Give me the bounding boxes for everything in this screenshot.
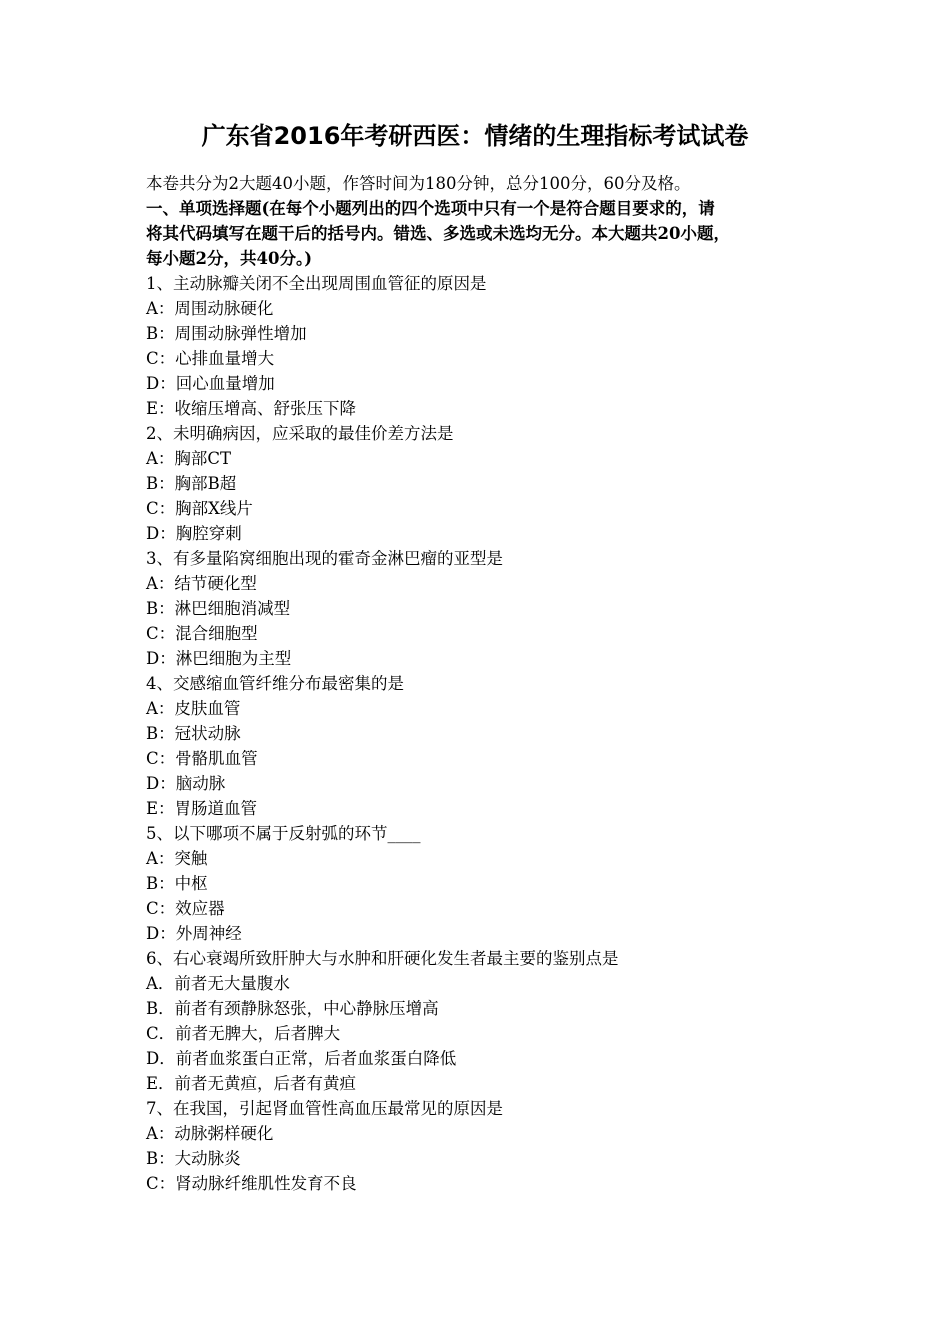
question-option: D：外周神经 (146, 924, 242, 943)
question-option: C．前者无脾大，后者脾大 (146, 1024, 341, 1043)
question-option: C：混合细胞型 (146, 624, 258, 643)
section-heading-line-1: 一、单项选择题(在每个小题列出的四个选项中只有一个是符合题目要求的，请 (146, 199, 715, 218)
question-option: E．前者无黄疸，后者有黄疸 (146, 1074, 357, 1093)
question-option: D：淋巴细胞为主型 (146, 649, 292, 668)
question-stem: 1、主动脉瓣关闭不全出现周围血管征的原因是 (146, 274, 487, 293)
question-option: A：动脉粥样硬化 (146, 1124, 274, 1143)
question-option: B：冠状动脉 (146, 724, 241, 743)
question-stem: 5、以下哪项不属于反射弧的环节____ (146, 824, 421, 843)
question-option: D：脑动脉 (146, 774, 226, 793)
document-title: 广东省2016年考研西医：情绪的生理指标考试试卷 (201, 122, 749, 150)
question-option: D：回心血量增加 (146, 374, 275, 393)
question-option: A．前者无大量腹水 (146, 974, 290, 993)
question-option: A：结节硬化型 (146, 574, 257, 593)
document-body (146, 171, 816, 1196)
question-option: B：中枢 (146, 874, 208, 893)
intro-text: 本卷共分为2大题40小题，作答时间为180分钟，总分100分，60分及格。 (146, 174, 691, 193)
question-option: C：骨骼肌血管 (146, 749, 258, 768)
question-option: B：周围动脉弹性增加 (146, 324, 307, 343)
question-option: E：胃肠道血管 (146, 799, 258, 818)
question-option: B：淋巴细胞消减型 (146, 599, 291, 618)
question-option: C：肾动脉纤维肌性发育不良 (146, 1174, 357, 1193)
question-option: A：皮肤血管 (146, 699, 241, 718)
question-stem: 3、有多量陷窝细胞出现的霍奇金淋巴瘤的亚型是 (146, 549, 503, 568)
question-option: C：心排血量增大 (146, 349, 275, 368)
question-option: A：周围动脉硬化 (146, 299, 274, 318)
question-option: C：效应器 (146, 899, 225, 918)
question-stem: 6、右心衰竭所致肝肿大与水肿和肝硬化发生者最主要的鉴别点是 (146, 949, 619, 968)
question-option: C：胸部X线片 (146, 499, 253, 518)
question-option: B．前者有颈静脉怒张，中心静脉压增高 (146, 999, 439, 1018)
question-option: D：胸腔穿刺 (146, 524, 242, 543)
question-option: E：收缩压增高、舒张压下降 (146, 399, 357, 418)
question-option: D．前者血浆蛋白正常，后者血浆蛋白降低 (146, 1049, 457, 1068)
question-option: B：大动脉炎 (146, 1149, 241, 1168)
question-stem: 4、交感缩血管纤维分布最密集的是 (146, 674, 404, 693)
section-heading-line-3: 每小题2分，共40分。) (146, 249, 312, 268)
question-stem: 7、在我国，引起肾血管性高血压最常见的原因是 (146, 1099, 503, 1118)
section-heading-line-2: 将其代码填写在题干后的括号内。错选、多选或未选均无分。本大题共20小题， (146, 224, 730, 243)
question-option: A：突触 (146, 849, 208, 868)
question-stem: 2、未明确病因，应采取的最佳价差方法是 (146, 424, 454, 443)
question-option: B：胸部B超 (146, 474, 237, 493)
question-option: A：胸部CT (146, 449, 232, 468)
